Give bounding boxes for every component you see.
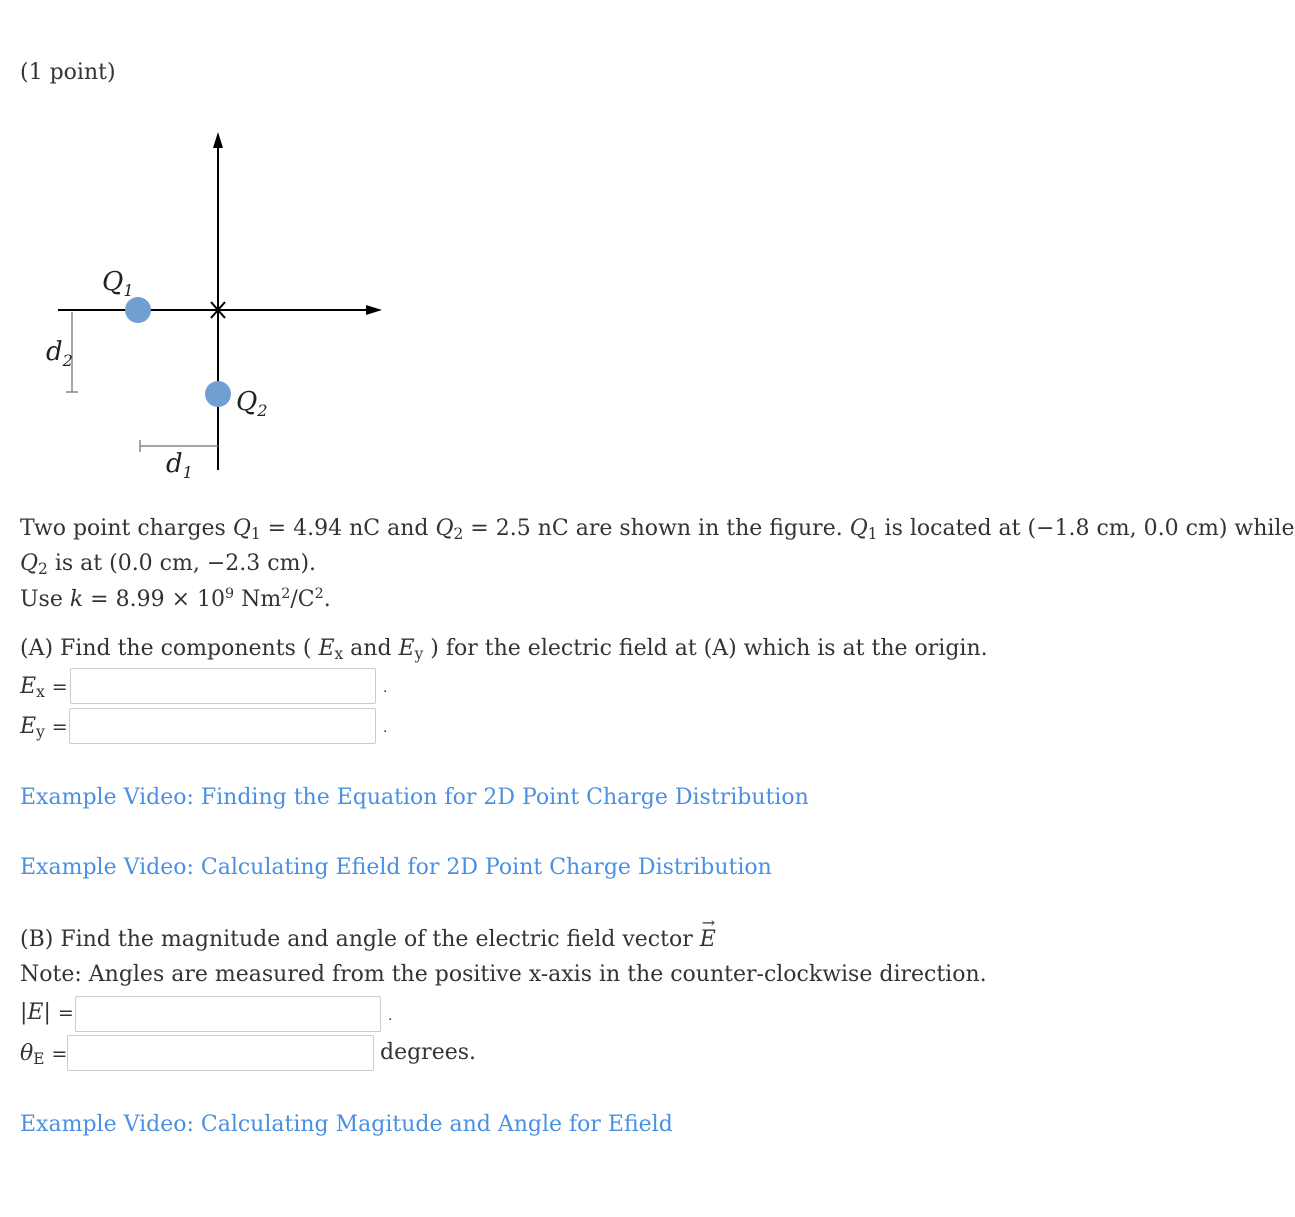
magnitude-label: |E| = [20,1000,74,1025]
theta-unit: degrees. [380,1040,477,1065]
magnitude-input[interactable] [75,996,381,1032]
ey-suffix: . [383,720,388,736]
charge-diagram [0,120,420,500]
problem-line-3: Use $k = 8.99 \times 10^9$ $Nm^2/C^2$. [20,586,331,612]
d1-label: $d_1$ [166,449,193,482]
ey-label: $E_y$ = [20,714,68,741]
video-link-equation[interactable]: Example Video: Finding the Equation for 2D Point Charge Distribution [20,785,809,810]
ey-input[interactable] [69,708,376,744]
ex-input[interactable] [70,668,376,704]
charge-q1 [125,297,151,323]
part-b-question: (B) Find the magnitude and angle of the electric field vector → E [20,913,716,952]
ex-label: $E_x$ = [20,674,68,701]
q1-label: $Q_1$ [102,267,134,300]
theta-label: $\theta_E$ = [20,1041,68,1068]
e-vector-symbol: → E [699,913,716,952]
x-axis-arrow [366,305,382,315]
theta-input[interactable] [67,1035,374,1071]
problem-line-2: $Q_2$ is at (0.0 cm, −2.3 cm). [20,551,317,578]
d2-label: $d_2$ [46,337,73,370]
video-link-efield[interactable]: Example Video: Calculating Efield for 2D Point Charge Distribution [20,855,772,880]
part-a-question: (A) Find the components ( $E_x$ and $E_y$ ) for the electric field at (A) which is at the origin. [20,636,988,663]
angle-note: Note: Angles are measured from the positive x-axis in the counter-clockwise direction. [20,962,987,987]
ex-suffix: . [383,680,388,696]
points-label: (1 point) [20,60,116,85]
q2-label: $Q_2$ [236,387,268,420]
problem-line-1: Two point charges $Q_1 = 4.94$ nC and $Q_2 = 2.5$ nC are shown in the figure. $Q_1$ is located at (−1.8 cm, 0.0 cm) while [20,516,1295,543]
video-link-magnitude[interactable]: Example Video: Calculating Magitude and Angle for Efield [20,1112,673,1137]
charge-q2 [205,381,231,407]
magnitude-suffix: . [388,1008,393,1024]
y-axis-arrow [213,132,223,148]
